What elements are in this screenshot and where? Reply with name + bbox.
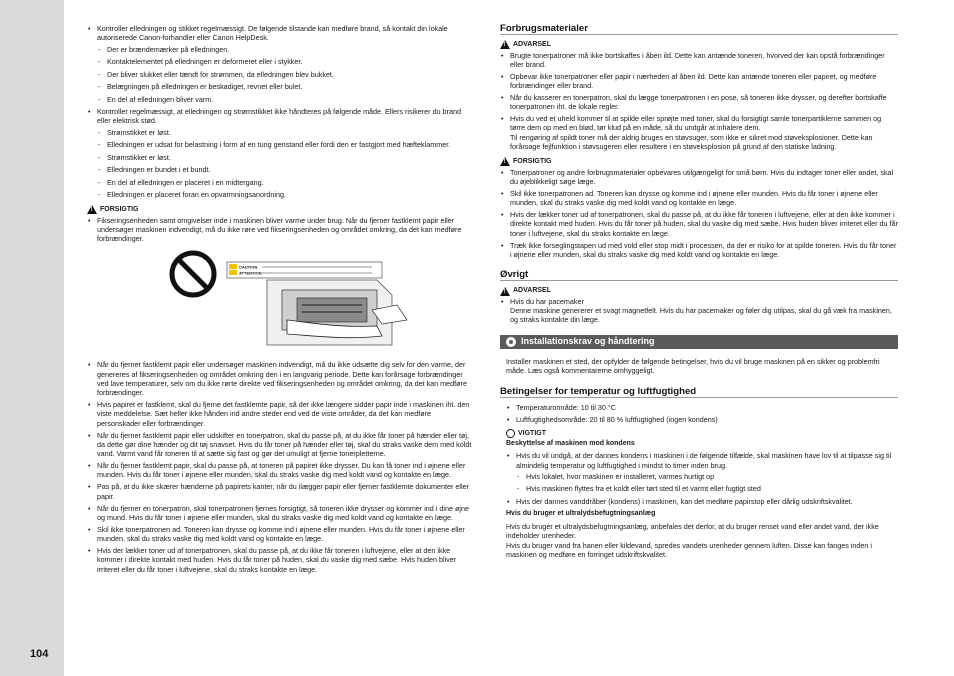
- important-heading: VIGTIGT: [506, 429, 898, 438]
- list-item: • Når du fjerner fastklemt papir eller undersøger maskinen indvendigt, må du ikke udsætte dig selv for den varme, der genereres af fikseringsenheden og området omkring den i en langvarig periode. Dette kan forårsage forbrændinger ved lave temperaturer, selv om du ikke rørte direkte ved fikseringsenheden og området omkring, da det kan medføre forbrændinger.: [87, 360, 475, 397]
- sub-list: [516, 472, 898, 494]
- intro-list: [87, 24, 475, 199]
- list-item: • Hvis der dannes vanddråber (kondens) i maskinen, kan det medføre papirstop eller dårlig udskriftskvalitet.: [506, 497, 898, 506]
- install-intro: Installer maskinen et sted, der opfylder de følgende betingelser, hvis du vil bruge maskinen på en sikker og problemfri måde. Læs også kommentarerne omhyggeligt.: [506, 356, 880, 375]
- list-item: • Tonerpatroner og andre forbrugsmaterialer opbevares utilgængeligt for små børn. Hvis du indtager toner eller andet, skal du øjeblikkeligt søge læge.: [500, 168, 898, 187]
- list-item: • Når du kasserer en tonerpatron, skal du lægge tonerpatronen i en pose, så toneren ikke drysser, og derefter bortskaffe tonerpatronen iht. de lokale regler.: [500, 93, 898, 112]
- important-icon: [506, 429, 515, 438]
- list-item: • Kontroller elledningen og stikket regelmæssigt. De følgende tilstande kan medføre brand, så kontakt din lokale autoriserede Canon-forhandler eller Canon HelpDesk. - Der er brændemærker på elledningen. - Kontaktelementet på elledningen er deformeret eller i stykker. - Der bliver slukket eller tændt for strømmen, da elledningen blev bukket. - Belægningen på elledningen er beskadiget, revnet eller bulet. - En del af elledningen bliver varm.: [87, 24, 475, 104]
- protect-list: [506, 451, 898, 506]
- list-item: - Strømstikket er løst.: [97, 153, 475, 162]
- list-item: • Pas på, at du ikke skærer hænderne på papirets kanter, når du ilægger papir eller fjerner fastklemte dokumenter eller papir.: [87, 482, 475, 501]
- list-item: • Skil ikke tonerpatronen ad. Toneren kan drysse og komme ind i øjnene eller munden. Hvis du får toner i øjnene eller munden, skal du straks vaske dig med koldt vand og kontakte en læge.: [87, 525, 475, 544]
- list-item: • Hvis du vil undgå, at der dannes kondens i maskinen i de følgende tilfælde, skal maskinen have lov til at tilpasse sig til almindelig temperatur og luftfugtighed i mindst to timer inden brug. - Hvis lokalet, hvor maskinen er installeret, varmes hurtigt op - Hvis maskinen flyttes fra et koldt eller tørt sted til et varmt eller fugtigt sted: [506, 451, 898, 493]
- list-item: • Når du fjerner fastklemt papir, skal du passe på, at toneren på papiret ikke drysser. Du kan få toner ind i øjnene eller munden. Hvis du får toner i øjnene eller munden, skal du straks vaske dig med koldt vand og kontakte en læge.: [87, 461, 475, 480]
- list-item: • Luftfugtighedsområde: 20 til 80 % luftfugtighed (ingen kondens): [506, 415, 898, 424]
- warning-triangle-icon: [87, 205, 97, 214]
- warning-heading: ! ADVARSEL: [500, 286, 898, 295]
- fixing-unit-illustration: [167, 250, 467, 350]
- list-item: - Elledningen er bundet i et bundt.: [97, 165, 475, 174]
- section-heading-temperature: Betingelser for temperatur og luftfugtighed: [500, 387, 898, 398]
- warning-list: [500, 51, 898, 152]
- list-item: • Temperaturområde: 10 til 30 °C: [506, 403, 898, 412]
- list-item: • Kontroller regelmæssigt, at elledningen og strømstikket ikke håndteres på følgende måde. Ellers risikerer du brand eller elektrisk stød. - Strømstikket er løst. - Elledningen er udsat for belastning i form af en tung genstand eller fordi den er fastgjort med hæfteklammer. - Strømstikket er løst. - Elledningen er bundet i et bundt. - En del af elledningen er placeret i en midtergang. - Elledningen er placeret foran en opvarmningsanordning.: [87, 107, 475, 199]
- page-number: 104: [30, 648, 49, 660]
- ovrigt-list: [500, 297, 898, 325]
- list-item: - En del af elledningen bliver varm.: [97, 95, 475, 104]
- ultra-text-1: Hvis du bruger et ultralydsbefugtningsanlæg, anbefales det derfor, at du bruger renset vand eller andet vand, der ikke indeholder urenheder.: [506, 522, 879, 541]
- list-item: • Hvis der lækker toner ud af tonerpatronen, skal du passe på, at du ikke får toneren i luftvejene, eller at den ikke kommer i direkte kontakt med huden. Hvis du får toner på huden, skal du vaske dig med sæbe. Hvis huden bliver irriteret eller du får toner i luftvejene, skal du straks kontakte en læge.: [87, 546, 475, 574]
- sub-list: [97, 45, 475, 104]
- caution-heading: ! FORSIGTIG: [87, 205, 475, 214]
- warning-triangle-icon: [500, 287, 510, 296]
- list-item: • Når du fjerner en tonerpatron, skal tonerpatronen fjernes forsigtigt, så toneren ikke drysser og kommer ind i dine øjne og mund. Hvis du får toner i øjnene eller munden, skal du straks vaske dig med koldt vand og kontakte en læge.: [87, 504, 475, 523]
- right-column: [500, 24, 898, 559]
- section-bar-installation: Installationskrav og håndtering: [500, 335, 898, 349]
- list-item: - Elledningen er placeret foran en opvarmningsanordning.: [97, 190, 475, 199]
- caution-list: [87, 216, 475, 244]
- left-column: [87, 24, 475, 576]
- list-item: - Elledningen er udsat for belastning i form af en tung genstand eller fordi den er fastgjort med hæfteklammer.: [97, 140, 475, 149]
- list-item: - Hvis maskinen flyttes fra et koldt eller tørt sted til et varmt eller fugtigt sted: [516, 484, 898, 493]
- list-item: • Hvis der lækker toner ud af tonerpatronen, skal du passe på, at du ikke får toneren i luftvejene, eller at den ikke kommer i direkte kontakt med huden. Hvis du får toner på huden, skal du vaske dig med sæbe. Hvis huden bliver irriteret eller du får toner i luftvejene, skal du straks kontakte en læge.: [500, 210, 898, 238]
- illus-label-2: ATTENTION: [239, 270, 262, 276]
- protect-title: Beskyttelse af maskinen mod kondens: [506, 439, 635, 447]
- list-item: • Fikseringsenheden samt omgivelser inde i maskinen bliver varme under brug. Når du fjerner fastklemt papir eller undersøger maskinen indvendigt, må du ikke røre ved fikseringsenheden og området omkring, da det kan medføre forbrændinger.: [87, 216, 475, 244]
- list-item: • Hvis du har pacemaker Denne maskine genererer et svagt magnetfelt. Hvis du har pacemaker og føler dig utilpas, skal du gå væk fra maskinen, og straks kontakte din læge.: [500, 297, 898, 325]
- list-item: - Der bliver slukket eller tændt for strømmen, da elledningen blev bukket.: [97, 70, 475, 79]
- list-item: - Kontaktelementet på elledningen er deformeret eller i stykker.: [97, 57, 475, 66]
- temp-list: [506, 403, 898, 424]
- list-item: • Hvis du ved et uheld kommer til at spilde eller sprøjte med toner, skal du forsigtigt samle tonerpartiklerne sammen og tørre dem op med en blød, tør klud på en måde, så du undgår at inhalere dem. Til rengøring af spildt toner må der aldrig bruges en støvsuger, som ikke er sikret mod støveksplosioner. Dette kan forårsage fejlfunktion i støvsugeren eller resultere i en støveksplosion på grund af den statiske ladning.: [500, 114, 898, 151]
- safety-list: [87, 360, 475, 573]
- illus-label-1: CAUTION: [239, 264, 258, 270]
- warning-triangle-icon: [500, 157, 510, 166]
- list-item: - Strømstikket er løst.: [97, 128, 475, 137]
- ultra-title: Hvis du bruger et ultralydsbefugtningsanlæg: [506, 509, 656, 517]
- warning-heading: ! ADVARSEL: [500, 40, 898, 49]
- list-item: - Hvis lokalet, hvor maskinen er installeret, varmes hurtigt op: [516, 472, 898, 481]
- section-heading-ovrigt: Øvrigt: [500, 270, 898, 281]
- list-item: • Brugte tonerpatroner må ikke bortskaffes i åben ild. Dette kan antænde toneren, hvorved der kan opstå forbrændinger eller brand.: [500, 51, 898, 70]
- sub-list: [97, 128, 475, 200]
- list-item: • Når du fjerner fastklemt papir eller udskifter en tonerpatron, skal du passe på, at du ikke får toner på hænder eller tøj, da dette gør dine hænder og dit tøj snavset. Hvis du får toner på hænder eller tøj, skal du straks vaske dem med koldt vand. Varmt vand får toneren til at sætte sig fast og gør det umuligt at fjerne tonerpletterne.: [87, 431, 475, 459]
- list-item: • Skil ikke tonerpatronen ad. Toneren kan drysse og komme ind i øjnene eller munden. Hvis du får toner i øjnene eller munden, skal du straks vaske dig med koldt vand og kontakte en læge.: [500, 189, 898, 208]
- list-item: - Der er brændemærker på elledningen.: [97, 45, 475, 54]
- section-heading-forbrugsmaterialer: Forbrugsmaterialer: [500, 24, 898, 35]
- prohibition-icon: [172, 253, 214, 295]
- list-item: • Opbevar ikke tonerpatroner eller papir i nærheden af åben ild. Dette kan antænde toneren eller papiret, og medføre forbrændinger eller brand.: [500, 72, 898, 91]
- list-item: • Hvis papiret er fastklemt, skal du fjerne det fastklemte papir, så der ikke længere sidder papir inde i maskinen iht. den viste meddelelse. Sæt heller ikke hånden ind andre steder end ved de viste områder, da det kan medføre personskader eller forbrændinger.: [87, 400, 475, 428]
- caution-heading: ! FORSIGTIG: [500, 157, 898, 166]
- ultra-text-2: Hvis du bruger vand fra hanen eller kildevand, spredes vandets urenheder gennem luften. Disse kan fanges inden i maskinen og medføre en forringet udskriftskvalitet.: [506, 540, 872, 559]
- warning-triangle-icon: [500, 40, 510, 49]
- list-item: - Belægningen på elledningen er beskadiget, revnet eller bulet.: [97, 82, 475, 91]
- sidebar-strip: [0, 0, 64, 676]
- list-item: - En del af elledningen er placeret i en midtergang.: [97, 178, 475, 187]
- caution-list: [500, 168, 898, 259]
- list-item: • Træk ikke forseglingstapen ud med vold eller stop midt i processen, da der er risiko for at spilde toneren. Hvis du får toner i øjnene eller munden, skal du straks vaske dig med koldt vand og kontakte en læge.: [500, 241, 898, 260]
- disc-icon: [506, 337, 516, 347]
